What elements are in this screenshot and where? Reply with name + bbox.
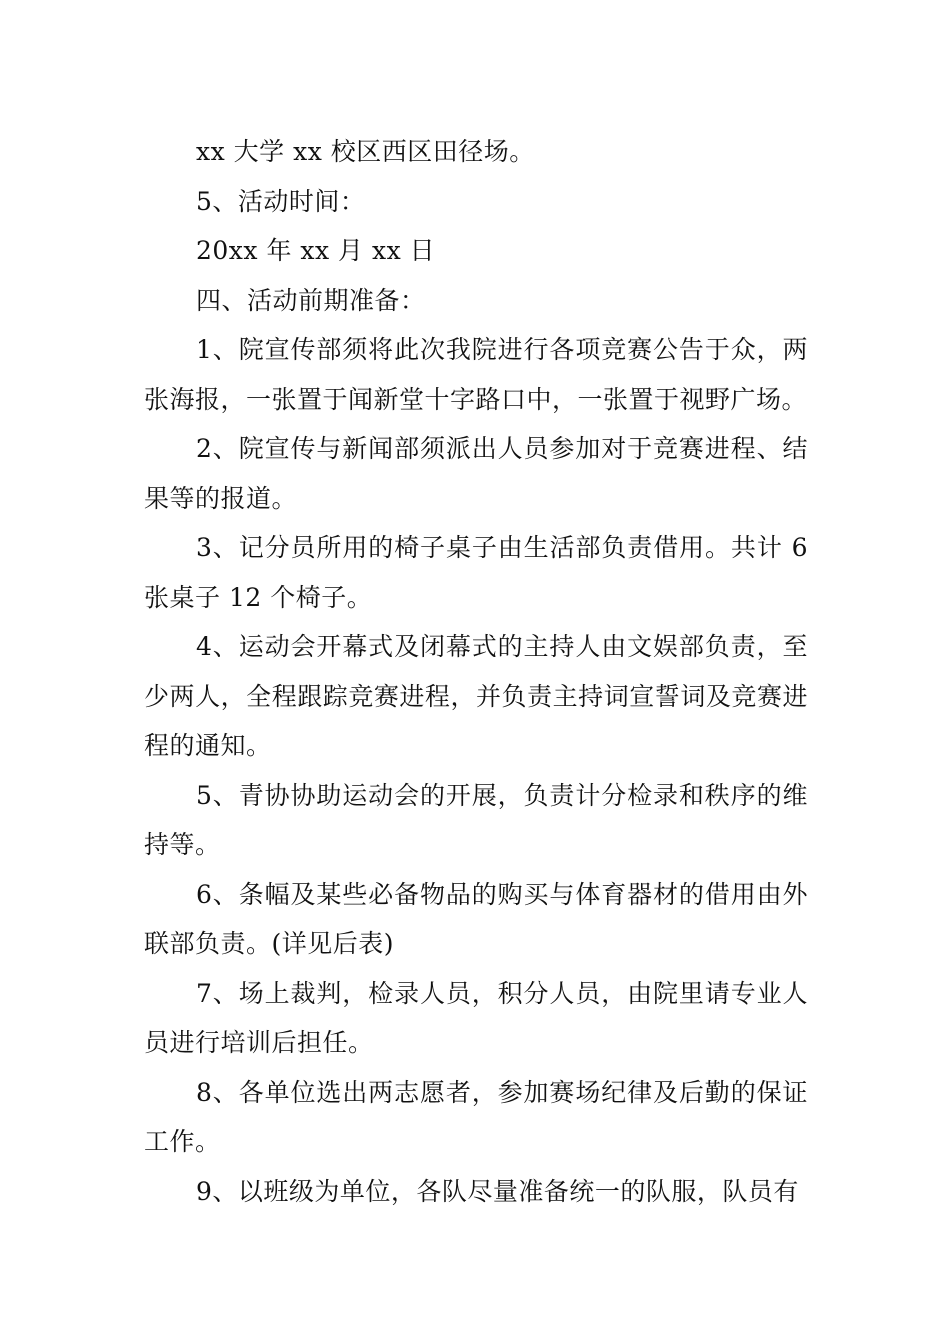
paragraph-item-3: 3、记分员所用的椅子桌子由生活部负责借用。共计 6 张桌子 12 个椅子。 bbox=[144, 533, 808, 612]
paragraph-item-5: 5、青协协助运动会的开展，负责计分检录和秩序的维持等。 bbox=[144, 780, 808, 859]
paragraph-item-2: 2、院宣传与新闻部须派出人员参加对于竞赛进程、结果等的报道。 bbox=[144, 434, 808, 513]
paragraph-venue: xx 大学 xx 校区西区田径场。 bbox=[196, 137, 535, 166]
paragraph-item-8: 8、各单位选出两志愿者，参加赛场纪律及后勤的保证工作。 bbox=[144, 1077, 808, 1156]
paragraph-item-9: 9、以班级为单位，各队尽量准备统一的队服，队员有 bbox=[196, 1176, 799, 1206]
paragraph-item-1: 1、院宣传部须将此次我院进行各项竞赛公告于众，两张海报，一张置于闻新堂十字路口中，一张置于视野广场。 bbox=[144, 335, 808, 414]
paragraph-item-7: 7、场上裁判，检录人员，积分人员，由院里请专业人员进行培训后担任。 bbox=[144, 978, 808, 1057]
paragraph-item-4: 4、运动会开幕式及闭幕式的主持人由文娱部负责，至少两人，全程跟踪竞赛进程，并负责主持词宣誓词及竞赛进程的通知。 bbox=[144, 632, 808, 760]
paragraph-time-heading: 5、活动时间： bbox=[196, 186, 366, 216]
document-body bbox=[144, 127, 808, 1216]
paragraph-date: 20xx 年 xx 月 xx 日 bbox=[196, 236, 436, 265]
section-heading-preparation: 四、活动前期准备： bbox=[196, 285, 426, 315]
paragraph-item-6: 6、条幅及某些必备物品的购买与体育器材的借用由外联部负责。(详见后表) bbox=[144, 879, 808, 958]
